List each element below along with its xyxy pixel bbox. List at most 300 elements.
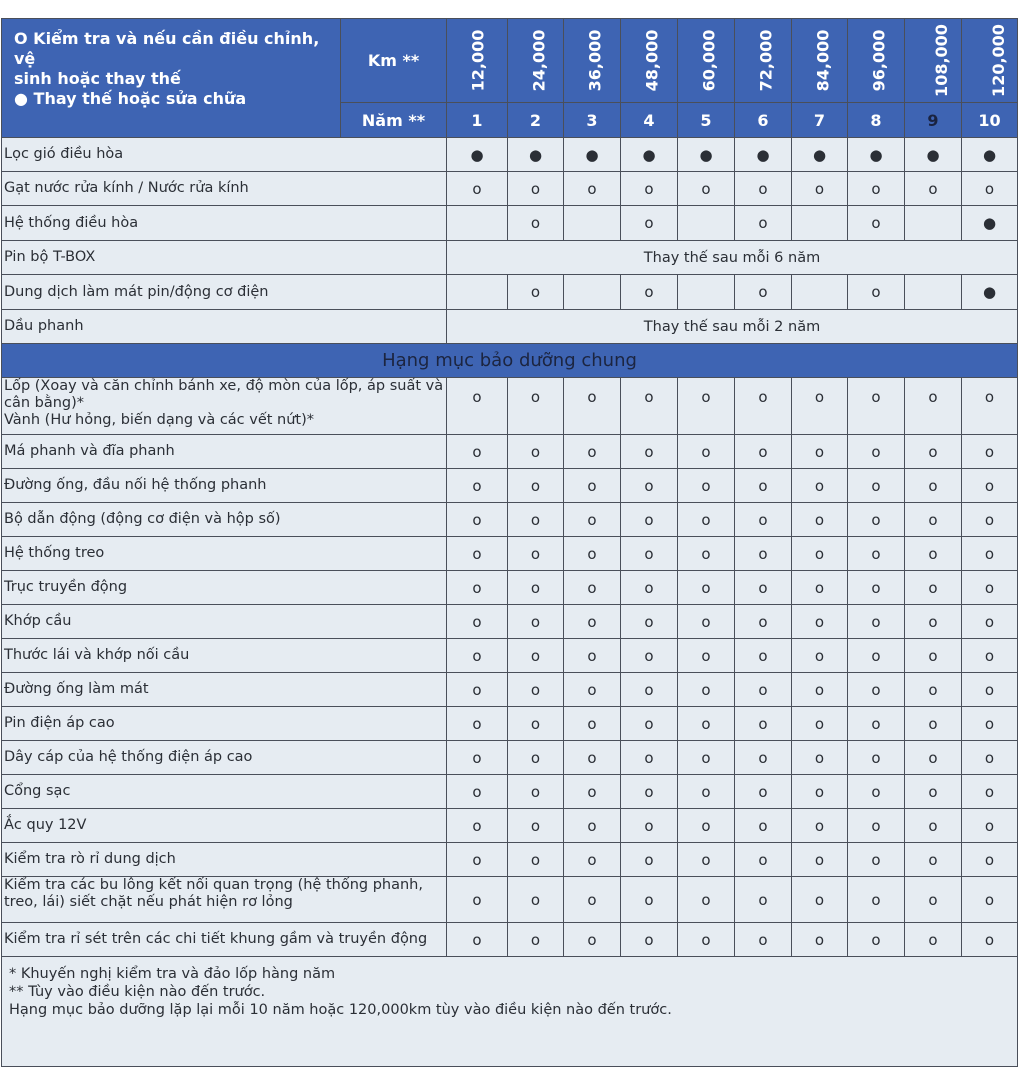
inspect-marker: o (735, 605, 792, 639)
km-value: 48,000 (642, 29, 662, 92)
item-label-line: Cổng sạc (4, 783, 71, 799)
footnotes (2, 957, 1018, 1067)
inspect-marker: o (848, 843, 905, 877)
inspect-marker: o (735, 923, 792, 957)
inspect-marker: o (962, 435, 1018, 469)
year-value: 9 (905, 103, 962, 138)
legend-line-3: ● Thay thế hoặc sửa chữa (14, 89, 247, 108)
inspect-marker: o (678, 639, 735, 673)
inspect-marker: o (508, 673, 564, 707)
inspect-marker: o (678, 775, 735, 809)
km-label: Km ** (341, 19, 447, 103)
item-label (2, 571, 447, 605)
km-cell (905, 19, 962, 103)
inspect-marker: o (962, 741, 1018, 775)
inspect-marker: o (792, 537, 848, 571)
inspect-marker: o (848, 537, 905, 571)
inspect-marker: o (792, 707, 848, 741)
inspect-marker: o (848, 206, 905, 241)
replace-marker: ● (848, 138, 905, 172)
empty-cell (905, 206, 962, 241)
item-label-line: Ắc quy 12V (4, 817, 87, 833)
year-value: 5 (678, 103, 735, 138)
item-label: Dầu phanh (2, 310, 447, 344)
inspect-marker: o (508, 923, 564, 957)
table-row (2, 877, 1018, 923)
inspect-marker: o (848, 877, 905, 923)
inspect-marker: o (621, 435, 678, 469)
inspect-marker: o (564, 571, 621, 605)
inspect-marker: o (962, 923, 1018, 957)
inspect-marker: o (508, 172, 564, 206)
inspect-marker: o (564, 775, 621, 809)
inspect-marker: o (564, 172, 621, 206)
inspect-marker: o (905, 843, 962, 877)
inspect-marker: o (564, 639, 621, 673)
inspect-marker: o (905, 435, 962, 469)
inspect-marker: o (508, 707, 564, 741)
inspect-marker: o (905, 605, 962, 639)
inspect-marker: o (621, 923, 678, 957)
table-body (2, 138, 1018, 1067)
inspect-marker: o (678, 503, 735, 537)
inspect-marker: o (962, 775, 1018, 809)
inspect-marker: o (508, 435, 564, 469)
table-row (2, 537, 1018, 571)
inspect-marker: o (735, 172, 792, 206)
item-label (2, 469, 447, 503)
item-label: Hệ thống điều hòa (2, 206, 447, 241)
table-row (2, 172, 1018, 206)
footnote-line: * Khuyến nghị kiểm tra và đảo lốp hàng năm (9, 966, 336, 982)
item-label-line: Đường ống, đầu nối hệ thống phanh (4, 477, 267, 493)
inspect-marker: o (621, 469, 678, 503)
item-label (2, 673, 447, 707)
km-cell (848, 19, 905, 103)
inspect-marker: o (735, 639, 792, 673)
interval-note: Thay thế sau mỗi 6 năm (447, 241, 1018, 275)
inspect-marker: o (447, 809, 508, 843)
inspect-marker: o (447, 923, 508, 957)
inspect-marker: o (792, 172, 848, 206)
inspect-marker: o (905, 775, 962, 809)
inspect-marker: o (735, 503, 792, 537)
legend-line-1: O Kiểm tra và nếu cần điều chỉnh, vệ (14, 29, 320, 68)
table-row (2, 310, 1018, 344)
empty-cell (447, 275, 508, 310)
inspect-marker: o (508, 809, 564, 843)
inspect-marker: o (447, 469, 508, 503)
inspect-marker: o (905, 378, 962, 435)
header-km-row (2, 19, 1018, 103)
inspect-marker: o (564, 741, 621, 775)
item-label-line: Má phanh và đĩa phanh (4, 443, 175, 459)
km-value: 24,000 (529, 29, 549, 92)
empty-cell (564, 206, 621, 241)
inspect-marker: o (621, 172, 678, 206)
inspect-marker: o (792, 877, 848, 923)
inspect-marker: o (735, 877, 792, 923)
item-label (2, 639, 447, 673)
inspect-marker: o (678, 877, 735, 923)
inspect-marker: o (508, 639, 564, 673)
footnote-row (2, 957, 1018, 1067)
inspect-marker: o (564, 605, 621, 639)
item-label (2, 537, 447, 571)
inspect-marker: o (621, 877, 678, 923)
inspect-marker: o (962, 639, 1018, 673)
inspect-marker: o (621, 639, 678, 673)
item-label: Pin bộ T-BOX (2, 241, 447, 275)
inspect-marker: o (447, 571, 508, 605)
inspect-marker: o (792, 605, 848, 639)
inspect-marker: o (564, 923, 621, 957)
km-value: 12,000 (468, 29, 488, 92)
inspect-marker: o (848, 571, 905, 605)
item-label-line: cân bằng)* (4, 395, 85, 411)
inspect-marker: o (508, 843, 564, 877)
replace-marker: ● (962, 275, 1018, 310)
inspect-marker: o (447, 172, 508, 206)
inspect-marker: o (905, 537, 962, 571)
item-label (2, 843, 447, 877)
inspect-marker: o (962, 877, 1018, 923)
inspect-marker: o (508, 503, 564, 537)
inspect-marker: o (792, 378, 848, 435)
inspect-marker: o (564, 809, 621, 843)
inspect-marker: o (447, 843, 508, 877)
empty-cell (678, 275, 735, 310)
inspect-marker: o (678, 172, 735, 206)
inspect-marker: o (735, 378, 792, 435)
replace-marker: ● (564, 138, 621, 172)
km-value: 96,000 (869, 29, 889, 92)
item-label (2, 503, 447, 537)
inspect-marker: o (678, 809, 735, 843)
item-label-line: Khớp cầu (4, 613, 72, 629)
inspect-marker: o (735, 435, 792, 469)
inspect-marker: o (621, 206, 678, 241)
inspect-marker: o (848, 435, 905, 469)
table-row (2, 138, 1018, 172)
item-label (2, 877, 447, 923)
inspect-marker: o (905, 172, 962, 206)
km-value: 84,000 (813, 29, 833, 92)
item-label-line: Đường ống làm mát (4, 681, 149, 697)
inspect-marker: o (905, 877, 962, 923)
inspect-marker: o (962, 673, 1018, 707)
inspect-marker: o (735, 673, 792, 707)
year-value: 7 (792, 103, 848, 138)
inspect-marker: o (905, 707, 962, 741)
inspect-marker: o (447, 741, 508, 775)
inspect-marker: o (508, 775, 564, 809)
inspect-marker: o (678, 605, 735, 639)
inspect-marker: o (905, 639, 962, 673)
item-label (2, 435, 447, 469)
km-cell (735, 19, 792, 103)
inspect-marker: o (735, 775, 792, 809)
item-label (2, 707, 447, 741)
inspect-marker: o (905, 923, 962, 957)
item-label-line: Kiểm tra rỉ sét trên các chi tiết khung gầm và truyền động (4, 931, 428, 947)
item-label-line: Hệ thống treo (4, 545, 105, 561)
item-label: Dung dịch làm mát pin/động cơ điện (2, 275, 447, 310)
empty-cell (905, 275, 962, 310)
inspect-marker: o (564, 877, 621, 923)
inspect-marker: o (564, 843, 621, 877)
inspect-marker: o (621, 571, 678, 605)
inspect-marker: o (735, 206, 792, 241)
inspect-marker: o (905, 571, 962, 605)
inspect-marker: o (447, 775, 508, 809)
replace-marker: ● (508, 138, 564, 172)
item-label-line: Thước lái và khớp nối cầu (4, 647, 190, 663)
empty-cell (564, 275, 621, 310)
year-value: 8 (848, 103, 905, 138)
item-label: Gạt nước rửa kính / Nước rửa kính (2, 172, 447, 206)
replace-marker: ● (735, 138, 792, 172)
table-row (2, 503, 1018, 537)
inspect-marker: o (678, 843, 735, 877)
km-value: 60,000 (699, 29, 719, 92)
inspect-marker: o (508, 469, 564, 503)
table-row (2, 741, 1018, 775)
inspect-marker: o (621, 809, 678, 843)
inspect-marker: o (792, 843, 848, 877)
inspect-marker: o (905, 809, 962, 843)
table-row (2, 571, 1018, 605)
inspect-marker: o (621, 707, 678, 741)
year-value: 1 (447, 103, 508, 138)
inspect-marker: o (848, 741, 905, 775)
item-label-line: Kiểm tra các bu lông kết nối quan trọng (hệ thống phanh, (4, 877, 423, 893)
inspect-marker: o (508, 877, 564, 923)
inspect-marker: o (678, 571, 735, 605)
inspect-marker: o (848, 172, 905, 206)
replace-marker: ● (962, 138, 1018, 172)
inspect-marker: o (848, 275, 905, 310)
table-row (2, 275, 1018, 310)
inspect-marker: o (508, 537, 564, 571)
item-label-line: Bộ dẫn động (động cơ điện và hộp số) (4, 511, 281, 527)
table-row (2, 809, 1018, 843)
km-cell (678, 19, 735, 103)
inspect-marker: o (905, 469, 962, 503)
section-title: Hạng mục bảo dưỡng chung (2, 344, 1018, 378)
inspect-marker: o (678, 378, 735, 435)
inspect-marker: o (621, 741, 678, 775)
inspect-marker: o (792, 775, 848, 809)
table-row (2, 639, 1018, 673)
replace-marker: ● (447, 138, 508, 172)
footnote-line: ** Tùy vào điều kiện nào đến trước. (9, 984, 266, 1000)
km-cell (792, 19, 848, 103)
item-label-line: Pin điện áp cao (4, 715, 115, 731)
inspect-marker: o (848, 378, 905, 435)
legend-cell (2, 19, 341, 138)
inspect-marker: o (564, 537, 621, 571)
inspect-marker: o (848, 469, 905, 503)
table-row (2, 206, 1018, 241)
inspect-marker: o (678, 469, 735, 503)
inspect-marker: o (792, 809, 848, 843)
inspect-marker: o (621, 843, 678, 877)
item-label (2, 809, 447, 843)
item-label-line: Dây cáp của hệ thống điện áp cao (4, 749, 253, 765)
inspect-marker: o (905, 673, 962, 707)
inspect-marker: o (447, 639, 508, 673)
table-row (2, 435, 1018, 469)
inspect-marker: o (447, 537, 508, 571)
replace-marker: ● (621, 138, 678, 172)
inspect-marker: o (848, 605, 905, 639)
table-row (2, 707, 1018, 741)
replace-marker: ● (678, 138, 735, 172)
replace-marker: ● (905, 138, 962, 172)
item-label-line: treo, lái) siết chặt nếu phát hiện rơ lỏng (4, 894, 293, 910)
inspect-marker: o (621, 537, 678, 571)
replace-marker: ● (792, 138, 848, 172)
inspect-marker: o (962, 843, 1018, 877)
inspect-marker: o (678, 673, 735, 707)
inspect-marker: o (848, 707, 905, 741)
inspect-marker: o (792, 503, 848, 537)
section-header-row (2, 344, 1018, 378)
inspect-marker: o (621, 378, 678, 435)
inspect-marker: o (735, 707, 792, 741)
inspect-marker: o (447, 877, 508, 923)
inspect-marker: o (447, 435, 508, 469)
legend-line-2: sinh hoặc thay thế (14, 69, 181, 88)
km-cell (508, 19, 564, 103)
inspect-marker: o (564, 673, 621, 707)
item-label: Lọc gió điều hòa (2, 138, 447, 172)
inspect-marker: o (962, 571, 1018, 605)
inspect-marker: o (447, 605, 508, 639)
inspect-marker: o (962, 503, 1018, 537)
maintenance-table (1, 18, 1018, 1067)
inspect-marker: o (678, 435, 735, 469)
table-row (2, 241, 1018, 275)
inspect-marker: o (848, 775, 905, 809)
inspect-marker: o (564, 469, 621, 503)
inspect-marker: o (792, 639, 848, 673)
inspect-marker: o (564, 707, 621, 741)
item-label-line: Kiểm tra rò rỉ dung dịch (4, 851, 176, 867)
inspect-marker: o (792, 469, 848, 503)
item-label-line: Vành (Hư hỏng, biến dạng và các vết nứt)* (4, 412, 315, 428)
inspect-marker: o (905, 503, 962, 537)
inspect-marker: o (792, 923, 848, 957)
inspect-marker: o (792, 435, 848, 469)
inspect-marker: o (735, 571, 792, 605)
maintenance-schedule (1, 18, 1017, 1067)
item-label-line: Trục truyền động (4, 579, 128, 595)
inspect-marker: o (735, 469, 792, 503)
inspect-marker: o (962, 707, 1018, 741)
inspect-marker: o (735, 843, 792, 877)
footnote-line: Hạng mục bảo dưỡng lặp lại mỗi 10 năm hoặc 120,000km tùy vào điều kiện nào đến trước. (9, 1002, 672, 1018)
inspect-marker: o (735, 275, 792, 310)
empty-cell (792, 275, 848, 310)
inspect-marker: o (447, 378, 508, 435)
inspect-marker: o (447, 503, 508, 537)
year-value: 2 (508, 103, 564, 138)
inspect-marker: o (447, 707, 508, 741)
inspect-marker: o (447, 673, 508, 707)
inspect-marker: o (564, 378, 621, 435)
item-label (2, 775, 447, 809)
inspect-marker: o (792, 571, 848, 605)
inspect-marker: o (735, 741, 792, 775)
inspect-marker: o (848, 673, 905, 707)
inspect-marker: o (905, 741, 962, 775)
inspect-marker: o (508, 571, 564, 605)
inspect-marker: o (508, 741, 564, 775)
inspect-marker: o (621, 275, 678, 310)
table-row (2, 469, 1018, 503)
km-value: 72,000 (756, 29, 776, 92)
km-value: 36,000 (585, 29, 605, 92)
table-row (2, 378, 1018, 435)
year-value: 10 (962, 103, 1018, 138)
table-row (2, 605, 1018, 639)
replace-marker: ● (962, 206, 1018, 241)
inspect-marker: o (962, 469, 1018, 503)
km-value: 120,000 (988, 24, 1008, 97)
item-label (2, 378, 447, 435)
inspect-marker: o (621, 673, 678, 707)
inspect-marker: o (848, 923, 905, 957)
table-row (2, 923, 1018, 957)
table-row (2, 843, 1018, 877)
inspect-marker: o (962, 809, 1018, 843)
inspect-marker: o (678, 537, 735, 571)
km-cell (564, 19, 621, 103)
year-value: 3 (564, 103, 621, 138)
item-label (2, 605, 447, 639)
empty-cell (792, 206, 848, 241)
inspect-marker: o (621, 605, 678, 639)
item-label (2, 741, 447, 775)
inspect-marker: o (508, 378, 564, 435)
km-value: 108,000 (931, 24, 951, 97)
item-label-line: Lốp (Xoay và căn chỉnh bánh xe, độ mòn của lốp, áp suất và (4, 378, 444, 394)
year-value: 4 (621, 103, 678, 138)
km-cell (621, 19, 678, 103)
inspect-marker: o (962, 537, 1018, 571)
inspect-marker: o (848, 809, 905, 843)
inspect-marker: o (848, 639, 905, 673)
table-row (2, 673, 1018, 707)
table-row (2, 775, 1018, 809)
km-cell (447, 19, 508, 103)
km-cell (962, 19, 1018, 103)
inspect-marker: o (735, 809, 792, 843)
inspect-marker: o (735, 537, 792, 571)
inspect-marker: o (564, 435, 621, 469)
inspect-marker: o (564, 503, 621, 537)
inspect-marker: o (508, 206, 564, 241)
inspect-marker: o (848, 503, 905, 537)
item-label (2, 923, 447, 957)
inspect-marker: o (678, 741, 735, 775)
year-label: Năm ** (341, 103, 447, 138)
inspect-marker: o (621, 775, 678, 809)
year-value: 6 (735, 103, 792, 138)
inspect-marker: o (792, 741, 848, 775)
